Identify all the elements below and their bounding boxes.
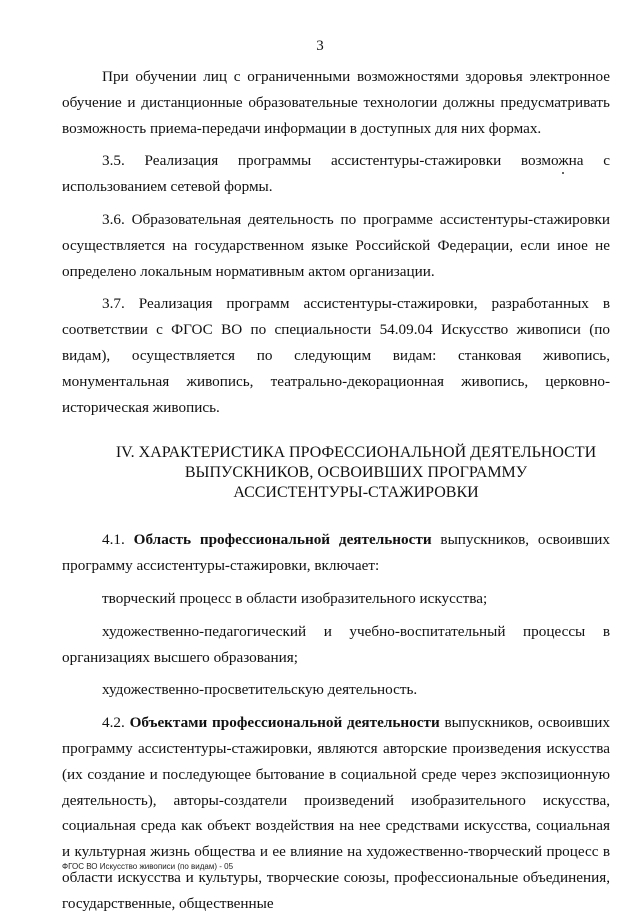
paragraph-4-1-bold-term: Область профессиональной деятельности [133,531,432,549]
paragraph-4-1-number: 4.1. [102,531,125,549]
section-heading [62,443,610,503]
section-heading-line-1: IV. ХАРАКТЕРИСТИКА ПРОФЕССИОНАЛЬНОЙ ДЕЯТЕЛЬНОСТИ [115,444,597,462]
list-item-educational-activity: художественно-просветительскую деятельность. [102,681,418,699]
paragraph-4-2-number: 4.2. [102,714,125,732]
paragraph-4-2-bold-term: Объектами профессиональной деятельности [129,714,440,732]
paragraph-3-6: 3.6. Образовательная деятельность по программе ассистентуры-стажировки осуществляется на государственном языке Российской Федерации, если иное не определено локальным нормативным актом организации. [62,210,610,280]
page-number: 3 [316,38,324,54]
section-heading-line-2: ВЫПУСКНИКОВ, ОСВОИВШИХ ПРОГРАММУ [184,464,528,482]
section-heading-line-3: АССИСТЕНТУРЫ-СТАЖИРОВКИ [233,484,479,502]
paragraph-4-1 [62,527,610,579]
document-footer: ФГОС ВО Искусство живописи (по видам) - 05 [62,862,234,871]
paragraph-4-1-text: выпускников, освоивших программу ассистентуры-стажировки, включает: [62,531,611,575]
paragraph-distance-learning: При обучении лиц с ограниченными возможностями здоровья электронное обучение и дистанционные образовательные технологии должны предусматривать возможность приема-передачи информации в доступных для них формах. [62,68,610,137]
document-body [62,64,610,924]
paragraph-4-2-text: выпускников, освоивших программу ассистентуры-стажировки, являются авторские произведения искусства (их создание и последующее бытование в социальной среде через экспозиционную деятельность), авторы-создатели произведений изобразительного искусства, социальная среда как объект воздействия на нее средствами искусства, социальная и культурная жизнь общества и ее влияние на художественно-творческий процесс в области искусства и культуры, творческие союзы, профессиональные объединения, государственные, общественные [62,714,610,912]
paragraph-3-7: 3.7. Реализация программ ассистентуры-стажировки, разработанных в соответствии с ФГОС ВО по специальности 54.09.04 Искусство живописи (по видам), осуществляется по следующим видам: станковая живопись, монументальная живопись, театрально-декорационная живопись, церковно-историческая живопись. [62,295,610,416]
list-item-creative-process: творческий процесс в области изобразительного искусства; [102,589,488,607]
list-item-pedagogical-process: художественно-педагогический и учебно-воспитательный процессы в организациях высшего образования; [62,622,610,666]
paragraph-3-5: 3.5. Реализация программы ассистентуры-стажировки возможна с использованием сетевой формы. [62,152,610,196]
paragraph-4-2 [62,710,610,916]
